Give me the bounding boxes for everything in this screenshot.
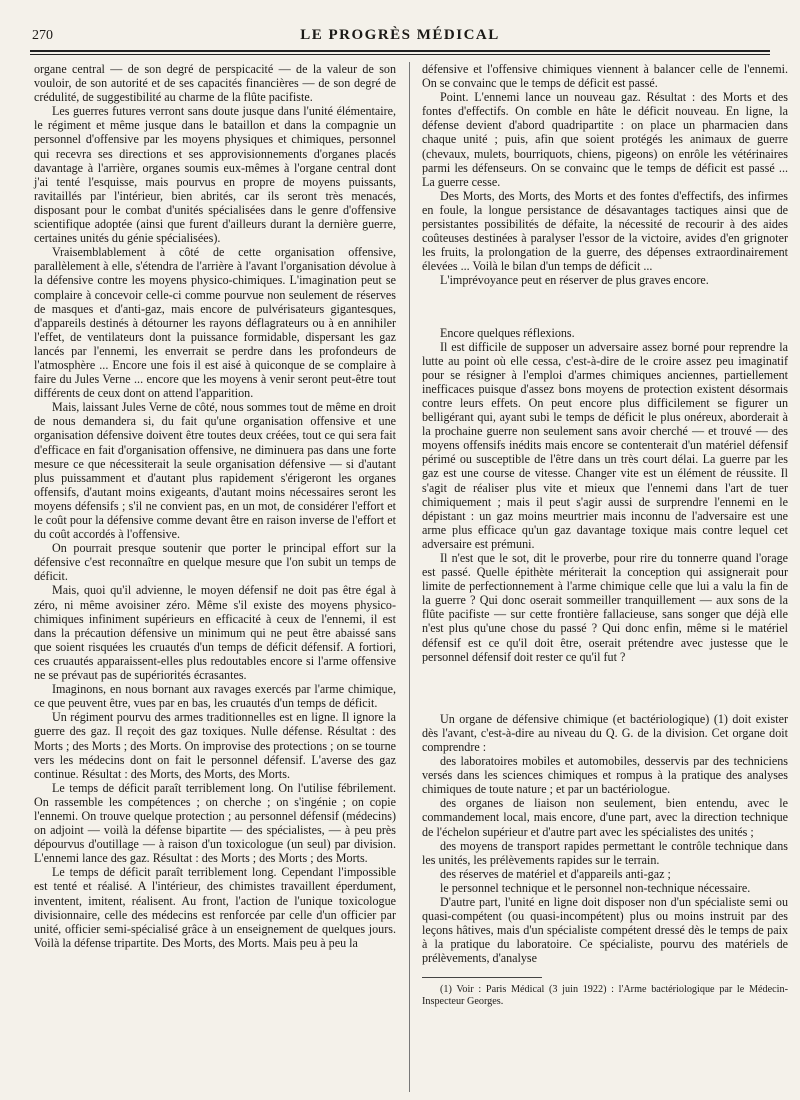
right-column [422, 62, 788, 1008]
paragraph: défensive et l'offensive chimiques viennent à balancer celle de l'ennemi. On se convainc que le temps de déficit est passé. [422, 62, 788, 91]
left-column [34, 62, 396, 950]
paragraph: Imaginons, en nous bornant aux ravages exercés par l'arme chimique, ce que peuvent être, vues par en bas, les cruautés d'un temps de déficit. [34, 682, 396, 711]
list-item: le personnel technique et le personnel non-technique nécessaire. [440, 880, 751, 895]
paragraph: organe central — de son degré de perspicacité — de la valeur de son vouloir, de son autorité et de ses capacités financières — de son degré de crédulité, de suggestibilité au charme de la flûte pacifiste. [34, 62, 396, 105]
header-rule [30, 50, 770, 52]
paragraph: Il est difficile de supposer un adversaire assez borné pour reprendre la lutte au point où elle cessa, c'est-à-dire de le croire assez peu imaginatif pour se résigner à l'emploi d'armes chimiques anciennes, partiellement inefficaces puisque d'assez bons moyens de protection existent désormais contre leurs effets. On peut encore plus difficilement se figurer un belligérant qui, ayant subi le temps de déficit le plus onéreux, aborderait à la prochaine guerre non seulement sans avoir cherché — et trouvé — des moyens offensifs inédits mais encore se contenterait d'un matériel défensif périmé ou susceptible de l'être dans un très court délai. La guerre par les gaz est une course de vitesse. Changer vite est un élément de réussite. Il s'agit de réaliser plus vite et mieux que l'ennemi dans l'art de tuer chimiquement ; mais il peut s'agir aussi de surprendre l'ennemi en le dépistant : un gaz moins meurtrier mais inconnu de l'adversaire est une arme plus efficace qu'un gaz davantage toxique mais contre lequel cet adversaire est prémuni. [422, 339, 788, 551]
paragraph: Les guerres futures verront sans doute jusque dans l'unité élémentaire, le régiment et même jusque dans le bataillon et dans la compagnie un personnel d'offensive par les moyens physiques et chimiques, personnel qui recevra ses directions et ses approvisionnements d'organes placés davantage à l'arrière, organes soumis eux-mêmes à l'organe central dont j'ai tenté l'esquisse, mais pourvus en propre de moyens puissants, ravitaillés par l'intérieur, bien abrités, car ils seront très menacés, disposant pour le combat d'unités spécialisées dans le genre d'offensive scientifique adoptée (ainsi que furent d'ailleurs durant la dernière guerre, certaines unités du génie spécialisées). [34, 104, 396, 246]
list-item: des réserves de matériel et d'appareils anti-gaz ; [440, 866, 671, 881]
column-separator [409, 62, 410, 1092]
paragraph: On pourrait presque soutenir que porter le principal effort sur la défensive c'est reconnaître en quelque mesure que l'on subit un temps de déficit. [34, 541, 396, 584]
paragraph: Des Morts, des Morts, des Morts et des fontes d'effectifs, des infirmes en foule, la longue persistance de désavantages tactiques ainsi que de persistantes possibilités de défaite, la nécessité de recourir à des aides coûteuses destinées à paralyser l'essor de la victoire, avides d'en grignoter les fruits, la prolongation de la guerre, des dépenses extraordinairement élevées ... Voilà le bilan d'un temps de déficit ... [422, 188, 788, 274]
paragraph: Le temps de déficit paraît terriblement long. On l'utilise fébrilement. On rassemble les compétences ; on cherche ; on s'ingénie ; on copie l'ennemi. On trouve quelque protection ; au personnel défensif (médecins) on adjoint — voilà la défense bipartite — des spécialistes, — à peu près dépourvus d'outillage — à raison d'un toxicologue (un seul) par division. L'ennemi lance des gaz. Résultat : des Morts ; des Morts ; des Morts. [34, 780, 396, 866]
section-gap [422, 664, 788, 712]
list-item: des organes de liaison non seulement, bien entendu, avec le commandement local, mais encore, d'une part, avec la direction technique de l'échelon supérieur et d'autre part avec les spécialistes des unités ; [422, 796, 788, 839]
list-item: des moyens de transport rapides permettant le contrôle technique dans les unités, les prélèvements rapides sur le terrain. [422, 838, 788, 867]
paragraph: Encore quelques réflexions. [440, 325, 575, 340]
paragraph: D'autre part, l'unité en ligne doit disposer non d'un spécialiste semi ou quasi-compétent (ou quasi-incompétent) plus ou moins instruit par des leçons hâtives, mais d'un spécialiste compétent dressé dès le temps de paix à la pratique du laboratoire. Ce spécialiste, pourvu des matériels de prélèvements, d'analyse [422, 894, 788, 966]
paragraph: Point. L'ennemi lance un nouveau gaz. Résultat : des Morts et des fontes d'effectifs. On comble en hâte le déficit nouveau. En ligne, la défense devient d'abord quadripartite : on place un pharmacien dans chaque unité ; puis, afin que soient protégés les animaux de guerre (chevaux, mulets, bourriquots, chiens, pigeons) on enrôle les vétérinaires parmi les défenseurs. On se convainc que le temps de déficit est passé ... La guerre cesse. [422, 90, 788, 189]
running-header [30, 24, 770, 46]
section-gap [422, 288, 788, 326]
page-number: 270 [32, 28, 53, 43]
paragraph: Le temps de déficit paraît terriblement long. Cependant l'impossible est tenté et réalisé. A l'intérieur, des chimistes travaillent éperdument, inventent, imitent, réalisent. Au front, l'action de l'unique toxicologue divisionnaire, celle des médecins est renforcée par celle d'un officier par unité, officier semi-spécialisé grâce à un enseignement de quelques jours. Voilà la défense tripartite. Des Morts, des Morts. Mais peu à peu la [34, 865, 396, 950]
footnote: (1) Voir : Paris Médical (3 juin 1922) : l'Arme bactériologique par le Médecin-Inspecteur Georges. [422, 984, 788, 1008]
paragraph: Un organe de défensive chimique (et bactériologique) (1) doit exister dès l'avant, c'est-à-dire au niveau du Q. G. de la division. Cet organe doit comprendre : [422, 711, 788, 754]
paragraph: L'imprévoyance peut en réserver de plus graves encore. [440, 273, 709, 288]
header-rule-thin [30, 54, 770, 55]
journal-title: LE PROGRÈS MÉDICAL [300, 27, 500, 43]
paragraph: Un régiment pourvu des armes traditionnelles est en ligne. Il ignore la guerre des gaz. Il reçoit des gaz toxiques. Nulle défense. Résultat : des Morts ; des Morts ; des Morts. On improvise des protections ; on se tourne vers les médecins dont on fait le personnel défensif. L'averse des gaz continue. Résultat : des Morts, des Morts, des Morts. [34, 710, 396, 781]
list-item: des laboratoires mobiles et automobiles, desservis par des techniciens versés dans les sciences chimiques et rompus à la pratique des analyses chimiques de toute nature ; et par un bactériologue. [422, 754, 788, 797]
paragraph: Il n'est que le sot, dit le proverbe, pour rire du tonnerre quand l'orage est passé. Quelle épithète mériterait la conception qui assignerait pour limite de perfectionnement à l'arme chimique celle que lui a valu la fin de la guerre ? Qui donc oserait sommeiller tranquillement — aux sons de la flûte pacifiste — sur cette frontière fallacieuse, sans songer que déjà elle n'est plus qu'une chose du passé ? Qui donc enfin, même si le matériel défensif est ce qu'il doit être, oserait prétendre avec justesse que le personnel défensif doit rester ce qu'il fut ? [422, 551, 788, 664]
paragraph: Mais, quoi qu'il advienne, le moyen défensif ne doit pas être égal à zéro, ni même avoisiner zéro. Même s'il existe des moyens physico-chimiques infiniment supérieurs en efficacité à ceux de l'ennemi, il est dans la précaution défensive un minimum qui ne peut être abaissé sans que soient risquées les cruautés d'un temps de déficit défensif. A fortiori, ces cruautés apparaissent-elles plus redoutables encore si l'arme offensive ne se prévaut pas de supériorités écrasantes. [34, 583, 396, 683]
paragraph: Mais, laissant Jules Verne de côté, nous sommes tout de même en droit de nous demandera si, du fait qu'une organisation offensive et une organisation défensive doivent être toutes deux créées, tout ce qui sera fait d'efficace en fait d'organisation offensive, ne diminuera pas dans une forte mesure ce que nécessiterait la seule organisation défensive — si d'autant plus puissamment et d'autant plus rapidement s'érigeront les organes offensifs, d'autant moins exigeants, d'autant moins nécessaires seront les moyens défensifs ; s'il ne convient pas, en un mot, de considérer l'effort et le coût pour la défensive comme devant être en raison inverse de l'effort et du coût accordés à l'offensive. [34, 400, 396, 542]
footnote-rule [422, 977, 542, 978]
paragraph: Vraisemblablement à côté de cette organisation offensive, parallèlement à elle, s'étendra de l'arrière à l'avant l'organisation dévolue à la défensive contre les moyens physico-chimiques. L'imagination peut se complaire à concevoir celle-ci comme pourvue non seulement de réserves de masques et d'anti-gaz, mais encore de pulvérisateurs gigantesques, d'appareils destinés à détourner les rayons déflagrateurs ou à en annihiler l'effet, de ventilateurs dont la puissance formidable, dispersant les gaz lancés par l'ennemi, les enverrait se perdre dans les profondeurs de l'atmosphère ... Encore une fois il est aisé à quiconque de se complaire à faire du Jules Verne ... encore que les moyens à venir seront peut-être tout différents de ceux dont on attend l'apparition. [34, 245, 396, 401]
